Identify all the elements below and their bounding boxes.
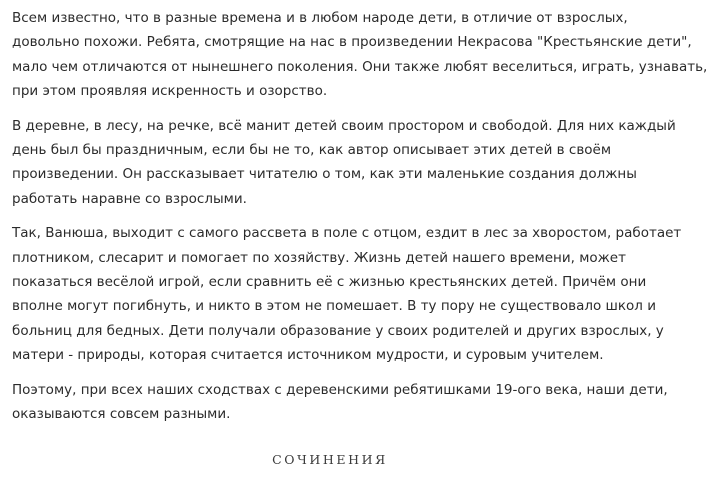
article-body	[12, 6, 712, 437]
paragraph-line: вполне могут погибнуть, и никто в этом не помешает. В ту пору не существовало школ и	[12, 298, 656, 315]
paragraph-line: произведении. Он рассказывает читателю о том, как эти маленькие создания должны	[12, 166, 637, 183]
paragraph-3	[12, 221, 712, 367]
paragraph-line: работать наравне со взрослыми.	[12, 190, 247, 207]
paragraph-line: мало чем отличаются от нынешнего поколения. Они также любят веселиться, играть, узнавать,	[12, 58, 708, 75]
paragraph-line: Так, Ванюша, выходит с самого рассвета в поле с отцом, ездит в лес за хворостом, работает	[12, 225, 682, 242]
paragraph-line: при этом проявляя искренность и озорство.	[12, 83, 328, 100]
paragraph-2	[12, 114, 712, 212]
paragraph-line: больниц для бедных. Дети получали образование у своих родителей и других взрослых, у	[12, 322, 664, 339]
paragraph-1	[12, 6, 712, 104]
paragraph-line: Поэтому, при всех наших сходствах с деревенскими ребятишками 19-ого века, наши дети,	[12, 381, 668, 398]
paragraph-line: довольно похожи. Ребята, смотрящие на нас в произведении Некрасова "Крестьянские дети",	[12, 34, 692, 51]
paragraph-line: оказываются совсем разными.	[12, 406, 231, 423]
paragraph-line: плотником, слесарит и помогает по хозяйству. Жизнь детей нашего времени, может	[12, 249, 626, 266]
paragraph-line: В деревне, в лесу, на речке, всё манит детей своим простором и свободой. Для них каждый	[12, 117, 676, 134]
paragraph-line: Всем известно, что в разные времена и в любом народе дети, в отличие от взрослых,	[12, 10, 628, 26]
paragraph-line: показаться весёлой игрой, если сравнить её с жизнью крестьянских детей. Причём они	[12, 274, 647, 291]
paragraph-4	[12, 378, 712, 427]
paragraph-line: матери - природы, которая считается источником мудрости, и суровым учителем.	[12, 347, 604, 364]
category-link[interactable]: СОЧИНЕНИЯ	[272, 452, 388, 467]
paragraph-line: день был бы праздничным, если бы не то, как автор описывает этих детей в своём	[12, 142, 612, 159]
